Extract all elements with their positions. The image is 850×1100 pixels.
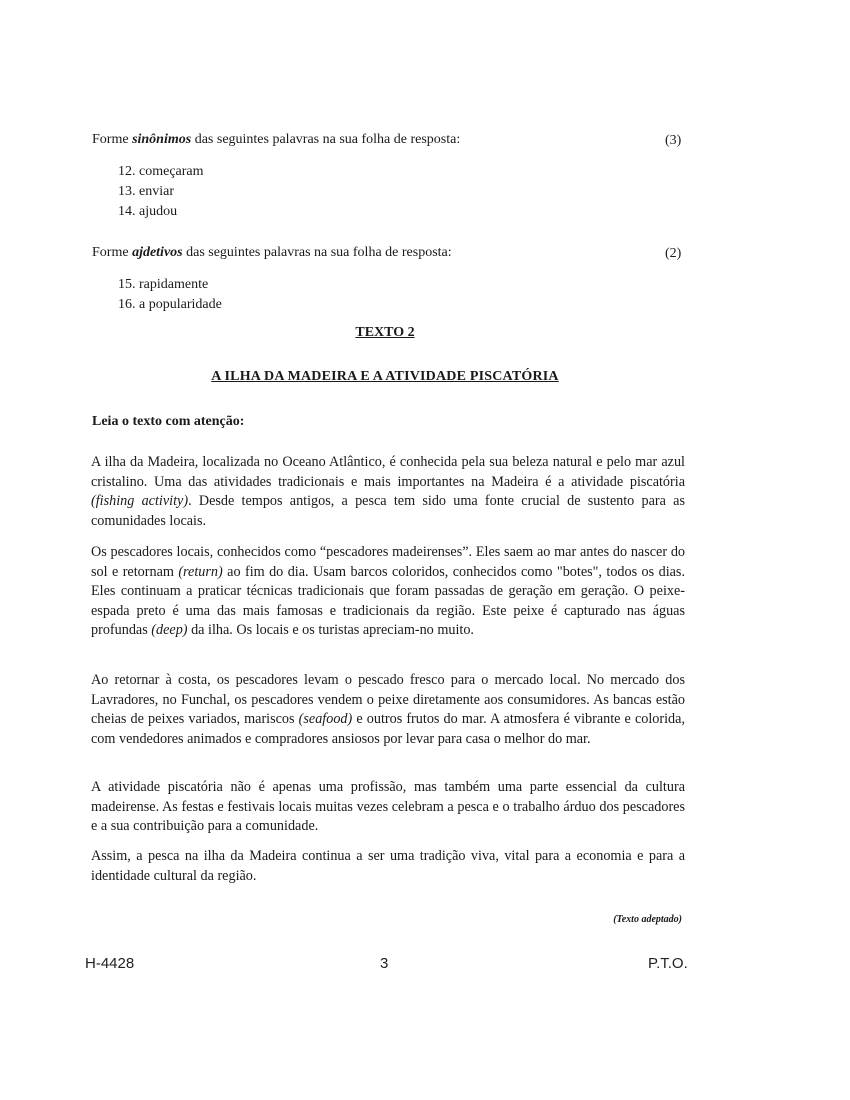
passage-text: Assim, a pesca na ilha da Madeira continua a ser uma tradição viva, vital para a economia e para a identidade cultural da região. <box>91 848 685 884</box>
reading-instruction: Leia o texto com atenção: <box>92 414 245 429</box>
passage-text: Ao retornar à costa, os pescadores levam o pescado fresco para o mercado local. No mercado dos Lavradores, no Funchal, os pescadores vendem o peixe diretamente aos consumidores. As bancas estão cheias de peixes variados, mariscos <box>91 672 685 727</box>
synonyms-list <box>118 162 204 222</box>
list-item: 13. enviar <box>118 184 174 199</box>
passage-text: . Desde tempos antigos, a pesca tem sido uma fonte crucial de sustento para as comunidades locais. <box>91 493 685 529</box>
page-number: 3 <box>380 955 389 972</box>
passage-paragraph <box>91 543 685 641</box>
passage-text: da ilha. Os locais e os turistas apreciam-no muito. <box>187 622 474 638</box>
synonyms-instruction-pre: Forme <box>92 132 133 147</box>
passage-paragraph <box>91 778 685 837</box>
gloss-text: (return) <box>178 563 223 580</box>
texto-heading: TEXTO 2 <box>355 325 415 340</box>
list-item: 12. começaram <box>118 164 204 179</box>
adjectives-instruction-pre: Forme <box>92 245 133 260</box>
source-note: (Texto adeptado) <box>613 914 682 925</box>
list-item: 14. ajudou <box>118 204 178 219</box>
passage-text: A atividade piscatória não é apenas uma profissão, mas também uma parte essencial da cultura madeirense. As festas e festivais locais muitas vezes celebram a pesca e o trabalho árduo dos pescadores e a sua contribuição para a comunidade. <box>91 779 685 834</box>
adjectives-instruction-emphasis: ajdetivos <box>132 245 183 260</box>
gloss-text: (seafood) <box>298 711 353 727</box>
adjectives-list <box>118 275 222 315</box>
gloss-text: (fishing activity) <box>91 493 189 509</box>
paper-code: H-4428 <box>85 955 135 972</box>
passage-paragraph <box>91 847 685 886</box>
synonyms-instruction <box>92 131 612 149</box>
synonyms-marks: (3) <box>665 133 682 148</box>
passage-text: Os pescadores locais, conhecidos como “pescadores madeirenses”. Eles saem ao mar antes do nascer do sol e retornam <box>91 544 685 580</box>
adjectives-marks: (2) <box>665 246 682 261</box>
passage-text: ao fim do dia. Usam barcos coloridos, conhecidos como "botes", todos os dias. Eles continuam a praticar técnicas tradicionais que foram passadas de geração em geração. O peixe-espada preto é uma das mais famosas e tradicionais da região. Este peixe é capturado nas águas profundas <box>91 563 685 638</box>
gloss-text: (deep) <box>151 622 188 638</box>
passage-paragraph <box>91 671 685 749</box>
adjectives-instruction <box>92 244 612 262</box>
passage-text: e outros frutos do mar. A atmosfera é vibrante e colorida, com vendedores animados e compradores ansiosos por levar para casa o melhor do mar. <box>91 711 685 747</box>
passage-paragraph <box>91 453 685 531</box>
list-item: 16. a popularidade <box>118 297 222 312</box>
adjectives-instruction-post: das seguintes palavras na sua folha de resposta: <box>182 245 452 260</box>
pto-label: P.T.O. <box>648 955 688 972</box>
passage-text: A ilha da Madeira, localizada no Oceano Atlântico, é conhecida pela sua beleza natural e pelo mar azul cristalino. Uma das atividades tradicionais e mais importantes na Madeira é a atividade piscatória <box>91 454 685 490</box>
synonyms-instruction-post: das seguintes palavras na sua folha de resposta: <box>191 132 461 147</box>
texto-title: A ILHA DA MADEIRA E A ATIVIDADE PISCATÓRIA <box>211 369 559 384</box>
list-item: 15. rapidamente <box>118 277 209 292</box>
synonyms-instruction-emphasis: sinônimos <box>132 132 192 147</box>
